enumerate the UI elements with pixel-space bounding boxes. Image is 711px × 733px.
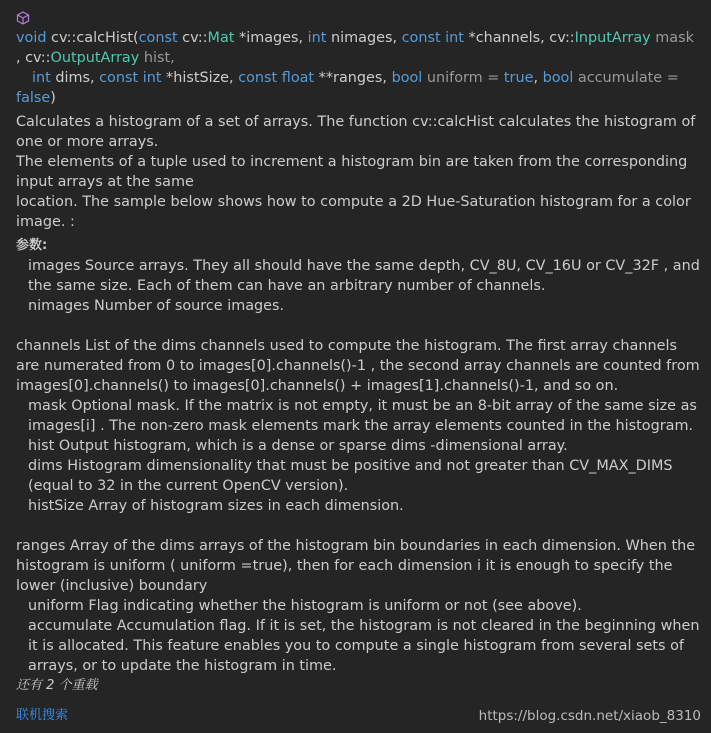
param-images: images Source arrays. They all should have the same depth, CV_8U, CV_16U or CV_32F , and the same size. Each of them can have an arbitrary number of channels.	[28, 258, 700, 294]
param-hist: hist Output histogram, which is a dense or sparse dims -dimensional array.	[28, 438, 568, 454]
sig-token: int	[307, 30, 327, 46]
sig-token: false	[16, 90, 51, 106]
sig-token: int	[142, 70, 162, 86]
sig-token: bool	[542, 70, 574, 86]
sig-token: calcHist	[76, 30, 133, 46]
sig-token: const	[138, 30, 178, 46]
sig-token: **ranges,	[314, 70, 392, 86]
param-uniform: uniform Flag indicating whether the histogram is uniform or not (see above).	[28, 598, 582, 614]
description-line: Calculates a histogram of a set of arrays. The function cv::calcHist calculates the histogram of one or more arrays.	[16, 114, 696, 150]
param-mask: mask Optional mask. If the matrix is not empty, it must be an 8-bit array of the same size as images[i] . The non-zero mask elements mark the array elements counted in the histogram.	[28, 398, 697, 434]
description-line: location. The sample below shows how to compute a 2D Hue-Saturation histogram for a color image. :	[16, 194, 691, 230]
sig-token: OutputArray	[50, 50, 140, 66]
watermark-text: https://blog.csdn.net/xiaob_8310	[478, 708, 701, 724]
overloads-note: 还有 2 个重载	[16, 678, 98, 693]
param-dims: dims Histogram dimensionality that must be positive and not greater than CV_MAX_DIMS (equal to 32 in the current OpenCV version).	[28, 458, 673, 494]
sig-token: *images,	[234, 30, 308, 46]
sig-token: Mat	[207, 30, 235, 46]
sig-token: cv::	[177, 30, 208, 46]
sig-token: *histSize,	[161, 70, 239, 86]
params-list	[16, 256, 701, 676]
param-channels: channels List of the dims channels used to compute the histogram. The first array channels are numerated from 0 to images[0].channels()-1 , the second array channels are counted from images[0].channels() to images[0].channels() + images[1].channels()-1, and so on.	[16, 338, 700, 394]
sig-token: , cv::	[16, 50, 51, 66]
function-signature	[16, 28, 701, 108]
sig-token: nimages,	[326, 30, 402, 46]
description-line: The elements of a tuple used to increment a histogram bin are taken from the corresponding input arrays at the same	[16, 154, 688, 190]
function-description	[16, 112, 701, 232]
sig-token: const	[99, 70, 139, 86]
param-ranges: ranges Array of the dims arrays of the histogram bin boundaries in each dimension. When the histogram is uniform ( uniform =true), then for each dimension i it is enough to specify the lower (inclusive) boundary	[16, 538, 696, 594]
sig-token: true	[503, 70, 534, 86]
cube-icon	[16, 8, 32, 28]
sig-token: InputArray	[574, 30, 651, 46]
sig-token: void	[16, 30, 47, 46]
sig-token: mask	[650, 30, 694, 46]
sig-token: bool	[391, 70, 423, 86]
sig-token: uniform =	[422, 70, 504, 86]
sig-token: const	[238, 70, 278, 86]
online-search-link[interactable]: 联机搜索	[16, 708, 69, 723]
sig-token: )	[50, 90, 56, 106]
sig-token: float	[281, 70, 315, 86]
sig-token: (	[133, 30, 139, 46]
sig-token: cv::	[46, 30, 77, 46]
sig-token: int	[445, 30, 464, 46]
param-accumulate: accumulate Accumulation flag. If it is set, the histogram is not cleared in the beginning when it is allocated. This feature enables you to compute a single histogram from several sets of arrays, or to update the histogram in time.	[28, 618, 700, 674]
params-heading: 参数:	[16, 238, 48, 253]
param-histsize: histSize Array of histogram sizes in each dimension.	[28, 498, 404, 514]
sig-token: int	[32, 70, 51, 86]
tooltip-footer	[16, 705, 701, 727]
sig-token: *channels, cv::	[463, 30, 575, 46]
sig-token: hist,	[139, 50, 175, 66]
param-nimages: nimages Number of source images.	[28, 298, 285, 314]
sig-token: const	[401, 30, 441, 46]
sig-token: dims,	[50, 70, 100, 86]
sig-token: accumulate =	[573, 70, 679, 86]
sig-token: ,	[533, 70, 543, 86]
